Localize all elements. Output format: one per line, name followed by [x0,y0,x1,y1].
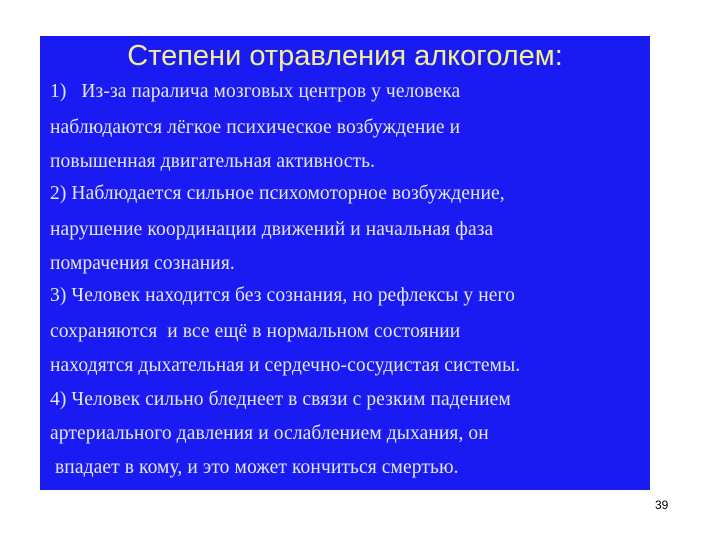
text-line-8: сохраняются и все ещё в нормальном состоянии [50,321,461,342]
text-line-4: 2) Наблюдается сильное психомоторное возбуждение, [50,183,505,204]
text-line-10: 4) Человек сильно бледнеет в связи с резким падением [50,389,511,410]
text-line-12: впадает в кому, и это может кончиться смертью. [50,457,459,478]
page-number: 39 [655,498,669,512]
text-line-3: повышенная двигательная активность. [50,151,376,172]
slide-content-panel [40,36,650,490]
text-line-1: 1) Из-за паралича мозговых центров у человека [50,81,461,102]
slide-title: Степени отравления алкоголем: [127,40,563,72]
text-line-7: 3) Человек находится без сознания, но рефлексы у него [50,285,515,306]
text-line-2: наблюдаются лёгкое психическое возбуждение и [50,117,461,138]
text-line-11: артериального давления и ослаблением дыхания, он [50,423,489,444]
text-line-9: находятся дыхательная и сердечно-сосудистая системы. [50,355,521,376]
text-line-5: нарушение координации движений и начальная фаза [50,219,494,240]
text-line-6: помрачения сознания. [50,253,235,274]
